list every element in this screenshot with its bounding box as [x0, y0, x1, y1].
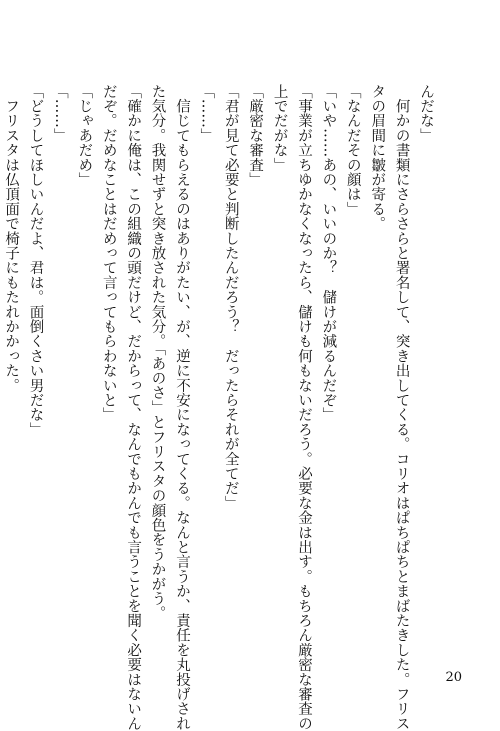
text-line: 「じゃあだめ」: [76, 84, 93, 187]
text-line: 「厳密な審査」: [247, 84, 264, 187]
text-line: 「どうしてほしいんだよ、君は。面倒くさい男だな」: [27, 84, 44, 437]
vertical-text-body: [3, 84, 438, 731]
text-line: んだな」: [418, 84, 434, 143]
text-line: 「……」: [51, 84, 68, 143]
text-line: タの眉間に皺が寄る。: [369, 84, 386, 231]
text-line: 「君が見て必要と判断したんだろう？ だったらそれが全てだ」: [222, 84, 239, 511]
text-line: 「……」: [198, 84, 215, 143]
text-line: 「なんだその顔は」: [344, 84, 361, 217]
text-line: 「いや……あの、いいのか？ 儲けが減るんだぞ」: [320, 84, 337, 423]
text-line: フリスタは仏頂面で椅子にもたれかかった。: [3, 84, 20, 393]
text-line: だぞ。だめなことはだめって言ってもらわないと」: [100, 84, 117, 423]
page-number: 20: [445, 670, 462, 685]
text-line: 「確かに俺は、この組織の頭だけど、だからって、なんでもかんでも言うことを聞く必要はないん: [125, 84, 142, 731]
text-line: 上でだがな」: [271, 84, 288, 173]
text-line: 何かの書類にさらさらと署名して、突き出してくる。コリオはぱちぱちとまばたきした。フリス: [393, 84, 410, 731]
text-line: た気分。我関せずと突き放された気分。「あのさ」とフリスタの顔色をうかがう。: [149, 84, 166, 621]
text-line: 信じてもらえるのはありがたい、が、逆に不安になってくる。なんと言うか、責任を丸投げされ: [173, 84, 190, 731]
text-line: 「事業が立ちゆかなくなったら、儲けも何もないだろう。必要な金は出す。もちろん厳密な審査の: [295, 84, 312, 731]
